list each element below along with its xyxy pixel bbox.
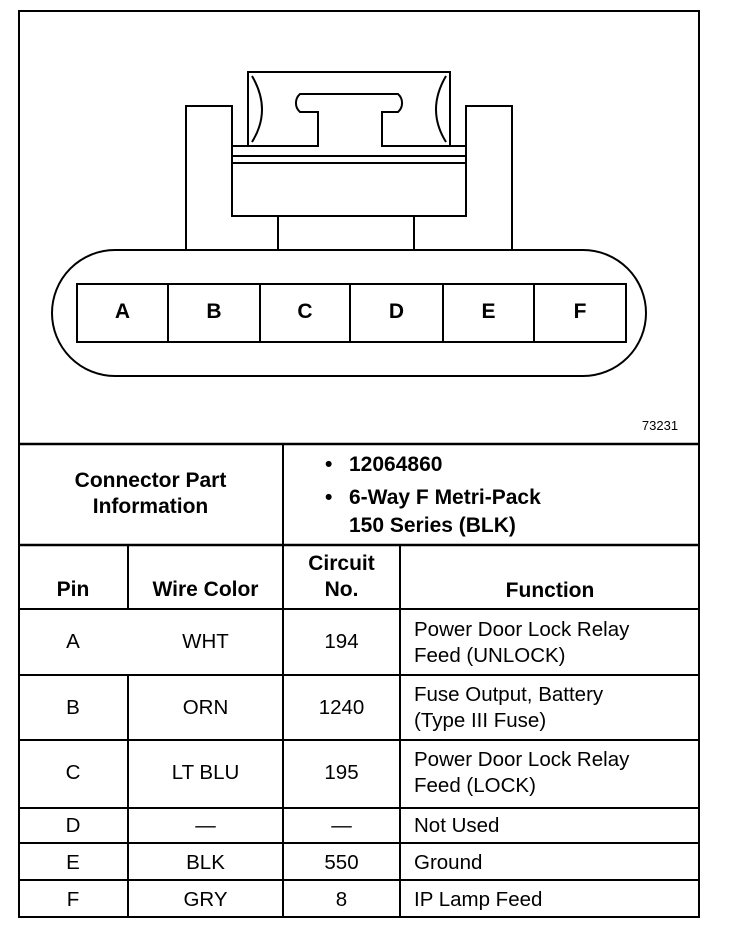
table-cell-circuit: — xyxy=(331,814,352,837)
housing-body xyxy=(232,156,466,216)
table-cell-function: Power Door Lock Relay xyxy=(414,748,630,771)
table-cell-function: (Type III Fuse) xyxy=(414,709,547,732)
housing-side-block-left xyxy=(186,106,232,250)
header-pin: Pin xyxy=(56,578,90,601)
table-cell-wire-color: GRY xyxy=(183,888,228,911)
table-cell-wire-color: LT BLU xyxy=(171,761,240,784)
table-cell-function: Feed (LOCK) xyxy=(414,774,536,797)
bullet-icon: • xyxy=(325,453,333,476)
table-cell-pin: D xyxy=(65,814,81,837)
header-circuit-line2: No. xyxy=(324,578,359,601)
table-cell-wire-color: — xyxy=(195,814,216,837)
table-cell-wire-color: BLK xyxy=(186,851,225,874)
bullet-icon: • xyxy=(325,486,333,509)
table-cell-pin: E xyxy=(66,851,80,874)
table-cell-function: Fuse Output, Battery xyxy=(414,683,604,706)
part-info-label-line1: Connector Part xyxy=(74,469,227,492)
latch-slot xyxy=(232,94,466,146)
latch xyxy=(248,72,450,146)
table-cell-pin: F xyxy=(66,888,80,911)
part-info-label-line2: Information xyxy=(92,495,209,518)
table-cell-function: Feed (UNLOCK) xyxy=(414,644,566,667)
pin-label-d: D xyxy=(388,300,405,323)
table-cell-wire-color: ORN xyxy=(182,696,229,719)
pin-label-e: E xyxy=(481,300,496,323)
table-cell-function: Ground xyxy=(414,851,483,874)
part-description-line1: 6-Way F Metri-Pack xyxy=(349,486,541,509)
table-cell-pin: B xyxy=(66,696,80,719)
table-cell-circuit: 195 xyxy=(324,761,359,784)
table-cell-circuit: 8 xyxy=(335,888,348,911)
header-circuit-line1: Circuit xyxy=(308,552,375,575)
table-cell-circuit: 194 xyxy=(324,630,359,653)
part-number: 12064860 xyxy=(349,453,443,476)
table-cell-circuit: 1240 xyxy=(318,696,365,719)
table-cell-pin: C xyxy=(65,761,81,784)
table-cell-function: Power Door Lock Relay xyxy=(414,618,630,641)
table-cell-function: Not Used xyxy=(414,814,500,837)
pin-label-b: B xyxy=(206,300,222,323)
header-function: Function xyxy=(505,579,595,602)
pin-label-c: C xyxy=(297,300,313,323)
figure-number: 73231 xyxy=(641,418,679,433)
table-cell-circuit: 550 xyxy=(324,851,359,874)
housing-side-block-right xyxy=(466,106,512,250)
header-wire-color: Wire Color xyxy=(152,578,259,601)
pin-label-f: F xyxy=(573,300,587,323)
part-description-line2: 150 Series (BLK) xyxy=(349,514,516,537)
table-cell-wire-color: WHT xyxy=(182,630,229,653)
table-cell-pin: A xyxy=(66,630,80,653)
pin-label-a: A xyxy=(114,300,131,323)
table-cell-function: IP Lamp Feed xyxy=(414,888,543,911)
